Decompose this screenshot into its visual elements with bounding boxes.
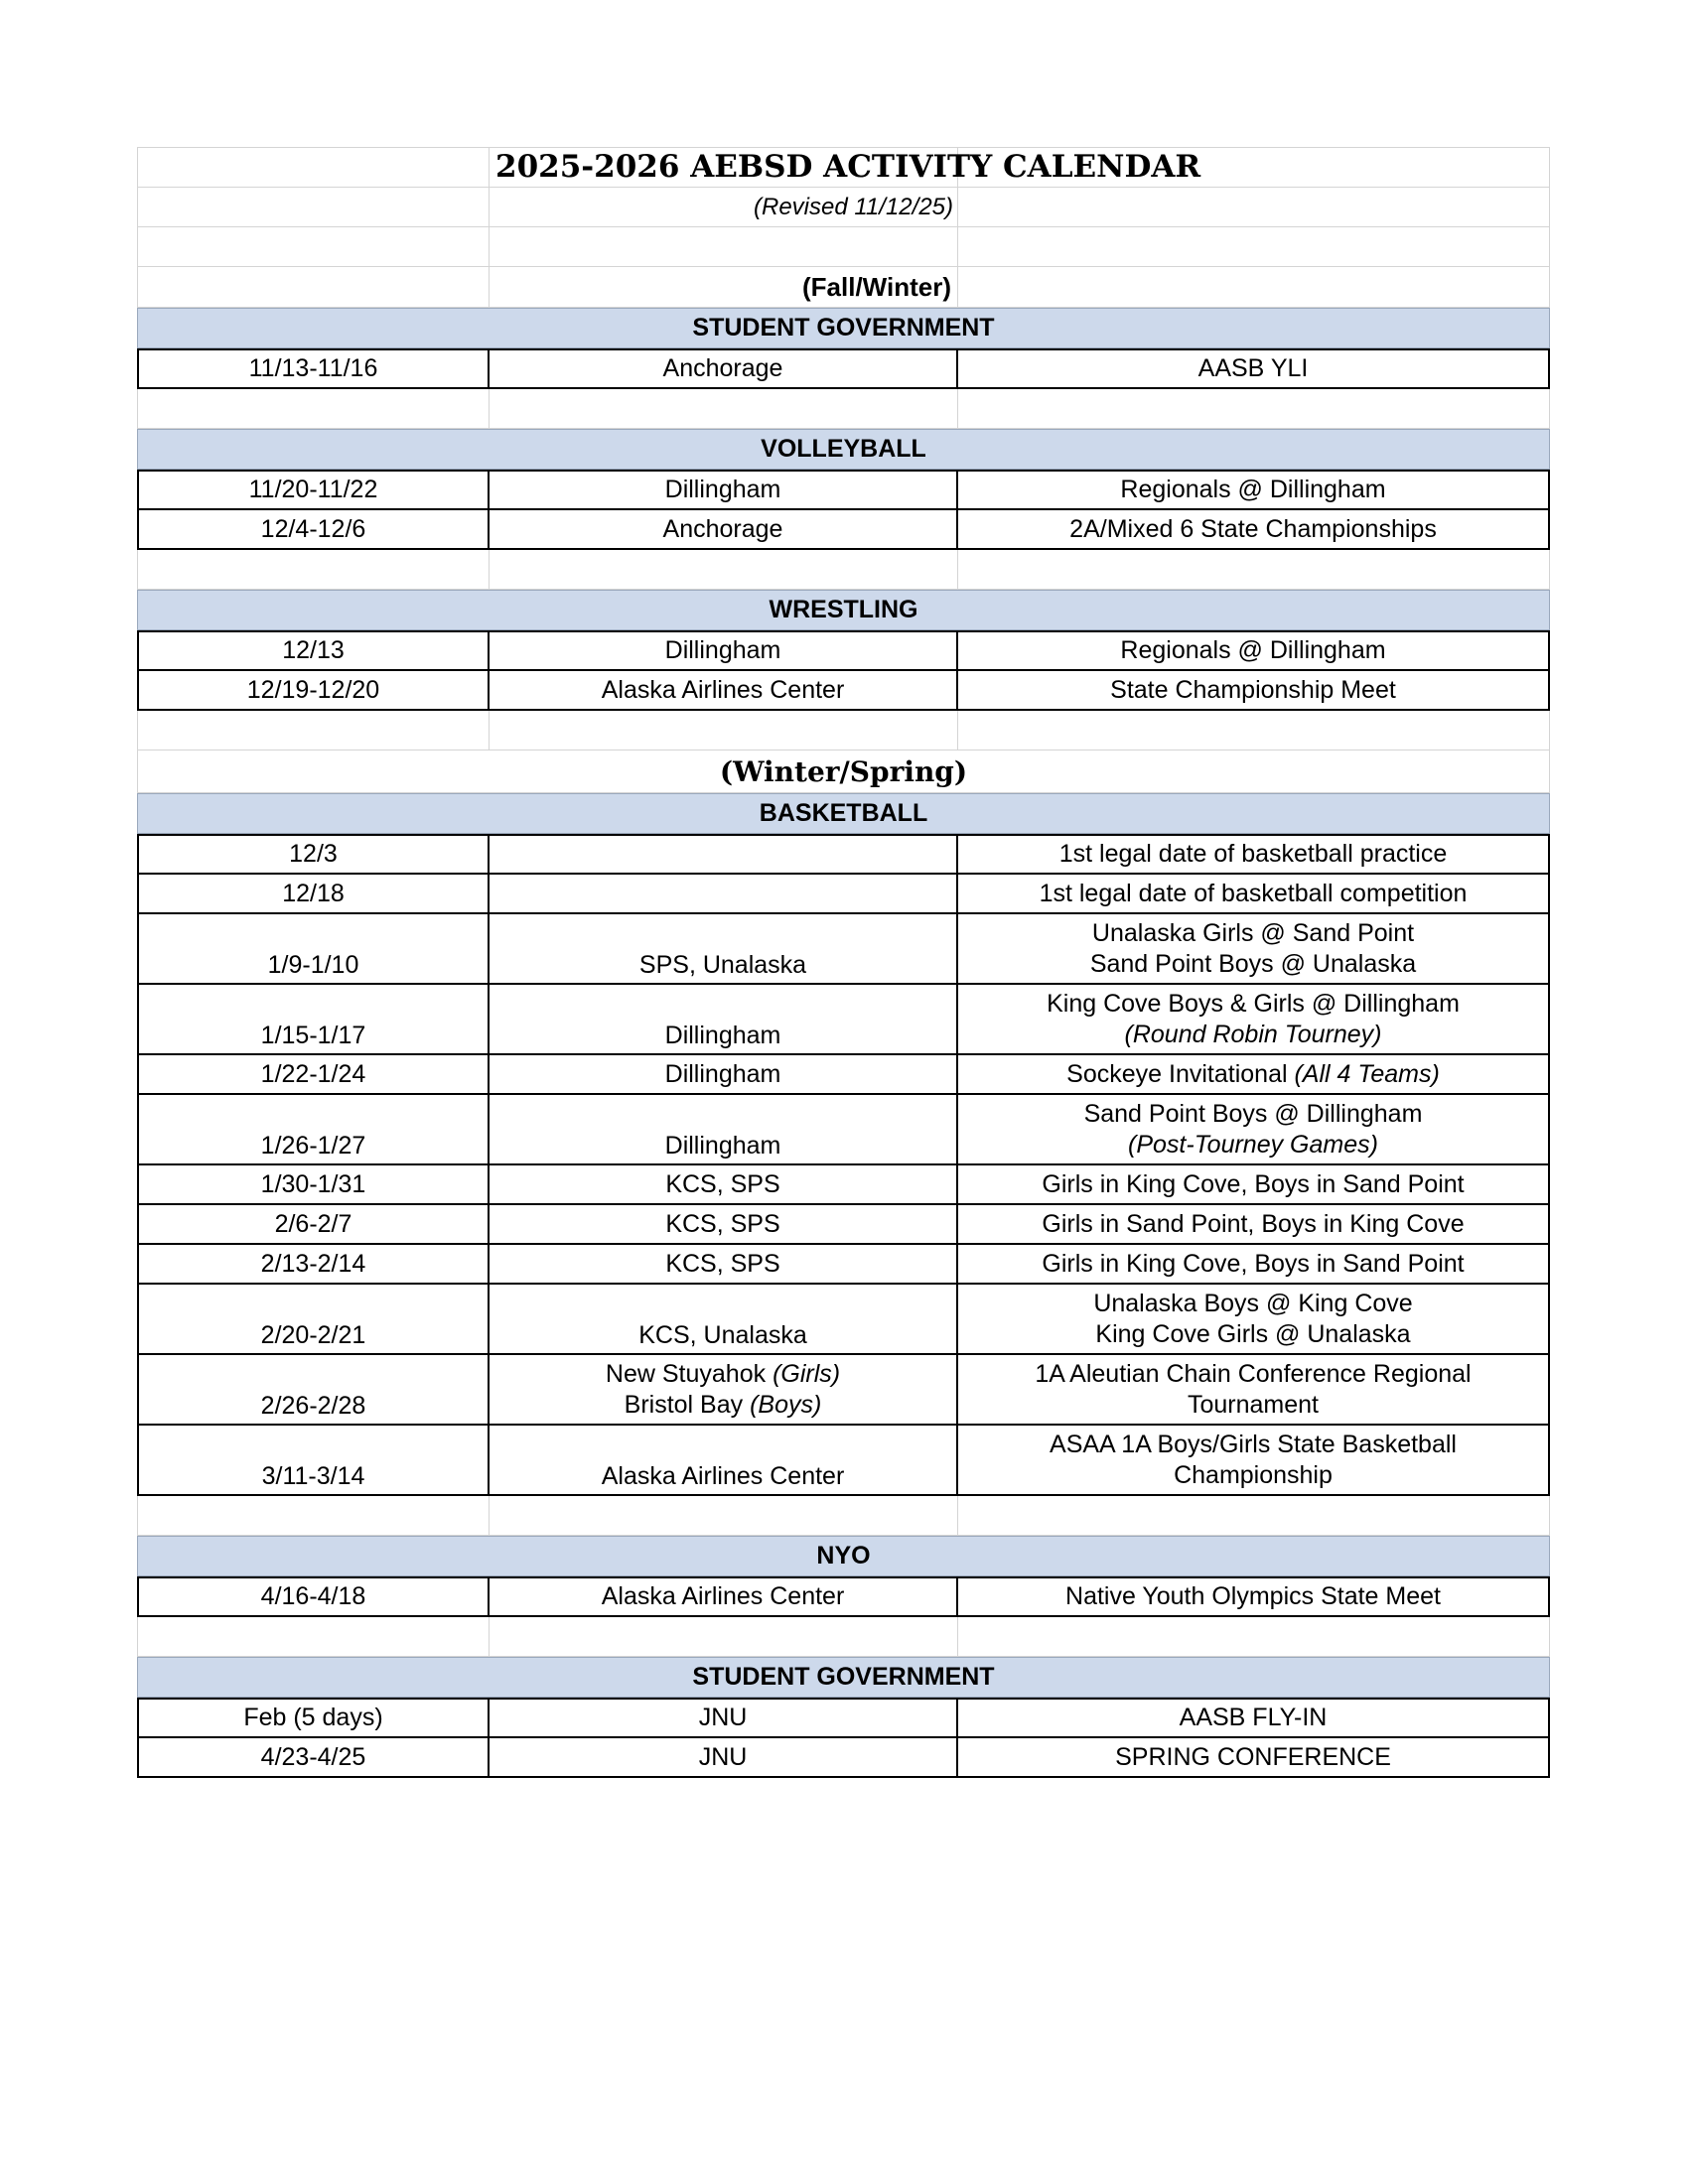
table-row: 4/16-4/18 Alaska Airlines Center Native Youth Olympics State Meet <box>137 1576 1550 1617</box>
title-row <box>137 147 1550 188</box>
blank-row <box>137 1617 1550 1657</box>
table-row: 11/13-11/16 Anchorage AASB YLI <box>137 348 1550 389</box>
fall-winter-label: (Fall/Winter) <box>490 267 958 308</box>
table-row: 3/11-3/14 Alaska Airlines Center ASAA 1A Boys/Girls State Basketball Championship <box>137 1426 1550 1496</box>
table-row: 1/9-1/10 SPS, Unalaska Unalaska Girls @ Sand Point Sand Point Boys @ Unalaska <box>137 914 1550 985</box>
blank-row <box>137 227 1550 267</box>
blank-row <box>137 389 1550 429</box>
blank-row <box>137 550 1550 590</box>
winter-spring-label: (Winter/Spring) <box>137 751 1550 793</box>
revised-date: (Revised 11/12/25) <box>490 188 958 227</box>
table-row: 1/30-1/31 KCS, SPS Girls in King Cove, Boys in Sand Point <box>137 1165 1550 1205</box>
section-heading-nyo: NYO <box>137 1536 1550 1576</box>
table-row: 1/26-1/27 Dillingham Sand Point Boys @ Dillingham (Post-Tourney Games) <box>137 1095 1550 1165</box>
table-row: 1/22-1/24 Dillingham Sockeye Invitational (All 4 Teams) <box>137 1055 1550 1095</box>
table-row: 2/20-2/21 KCS, Unalaska Unalaska Boys @ King Cove King Cove Girls @ Unalaska <box>137 1285 1550 1355</box>
revised-row <box>137 188 1550 227</box>
table-row: 12/13 Dillingham Regionals @ Dillingham <box>137 630 1550 671</box>
table-row: 12/18 1st legal date of basketball competition <box>137 875 1550 914</box>
table-row: Feb (5 days) JNU AASB FLY-IN <box>137 1698 1550 1738</box>
table-row: 11/20-11/22 Dillingham Regionals @ Dillingham <box>137 470 1550 510</box>
table-row: 2/13-2/14 KCS, SPS Girls in King Cove, Boys in Sand Point <box>137 1245 1550 1285</box>
section-heading-volleyball: VOLLEYBALL <box>137 429 1550 470</box>
winter-spring-row <box>137 751 1550 793</box>
blank-row <box>137 1496 1550 1536</box>
page-title: 2025-2026 AEBSD ACTIVITY CALENDAR <box>490 147 958 188</box>
table-row: 1/15-1/17 Dillingham King Cove Boys & Girls @ Dillingham (Round Robin Tourney) <box>137 985 1550 1055</box>
table-row: 2/26-2/28 New Stuyahok (Girls) Bristol Bay (Boys) 1A Aleutian Chain Conference Regional Tournament <box>137 1355 1550 1426</box>
section-heading-student-government: STUDENT GOVERNMENT <box>137 1657 1550 1698</box>
table-row: 12/3 1st legal date of basketball practice <box>137 834 1550 875</box>
section-heading-wrestling: WRESTLING <box>137 590 1550 630</box>
table-row: 4/23-4/25 JNU SPRING CONFERENCE <box>137 1738 1550 1778</box>
blank-row <box>137 711 1550 751</box>
table-row: 12/19-12/20 Alaska Airlines Center State Championship Meet <box>137 671 1550 711</box>
section-heading-student-government: STUDENT GOVERNMENT <box>137 308 1550 348</box>
section-heading-basketball: BASKETBALL <box>137 793 1550 834</box>
table-row: 12/4-12/6 Anchorage 2A/Mixed 6 State Championships <box>137 510 1550 550</box>
calendar-sheet <box>137 147 1550 1778</box>
fall-winter-row <box>137 267 1550 308</box>
table-row: 2/6-2/7 KCS, SPS Girls in Sand Point, Boys in King Cove <box>137 1205 1550 1245</box>
